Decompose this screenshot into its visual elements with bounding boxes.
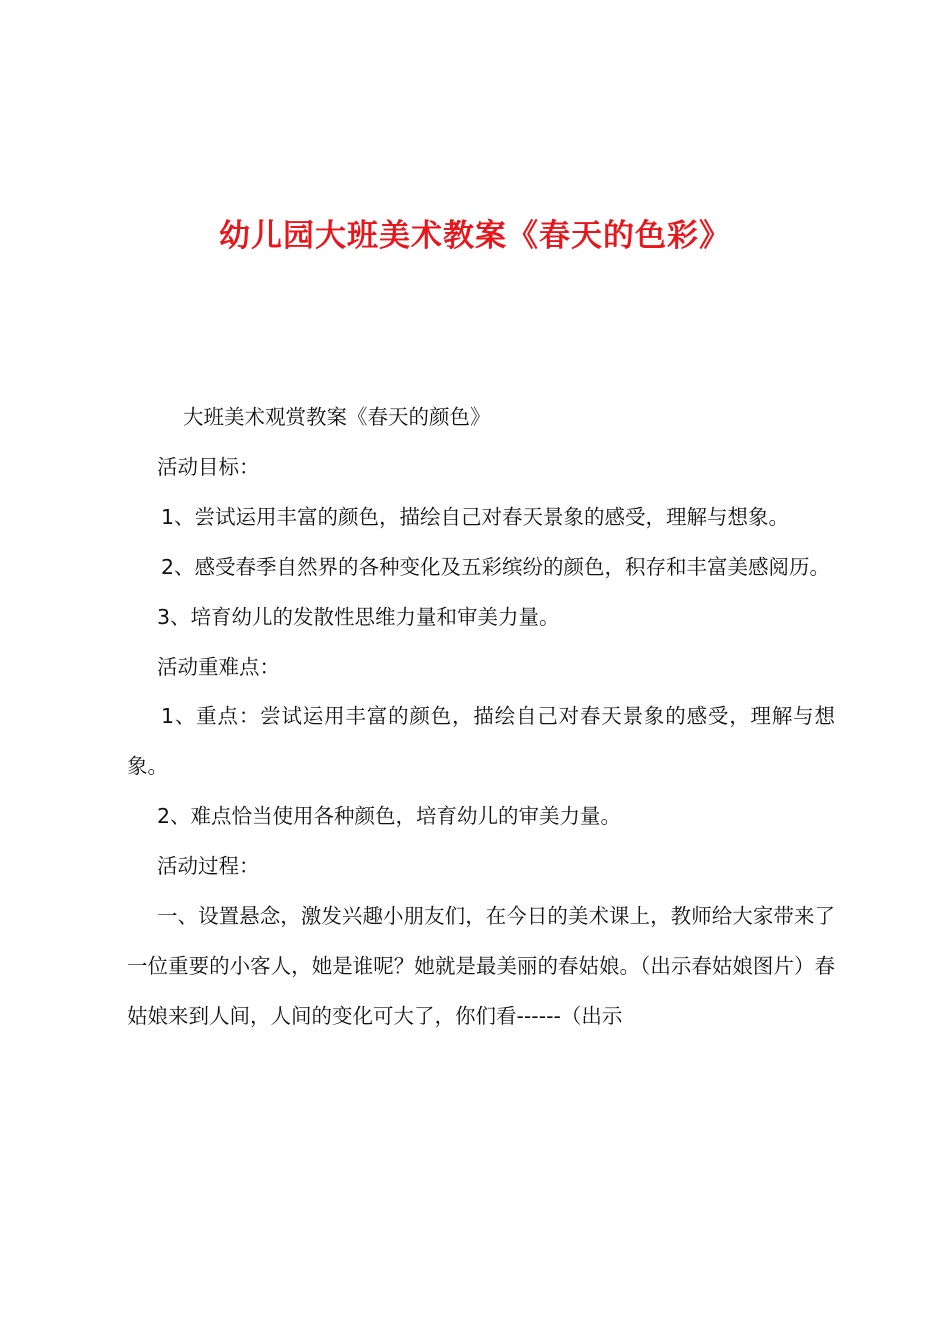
process-heading: 活动过程：: [157, 854, 260, 879]
goal-item-3: 3、培育幼儿的发散性思维力量和审美力量。: [157, 604, 560, 629]
document-title: 幼儿园大班美术教案《春天的色彩》: [219, 218, 731, 254]
subtitle: 大班美术观赏教案《春天的颜色》: [183, 405, 491, 429]
goals-heading: 活动目标：: [157, 454, 260, 479]
goal-item-2: 2、感受春季自然界的各种变化及五彩缤纷的颜色，积存和丰富美感阅历。: [161, 554, 831, 579]
key-point-item-2: 2、难点恰当使用各种颜色，培育幼儿的审美力量。: [157, 804, 622, 829]
document-body: [127, 393, 835, 1042]
process-paragraph-1: 一、设置悬念，激发兴趣小朋友们，在今日的美术课上，教师给大家带来了一位重要的小客人，她是谁呢？她就是最美丽的春姑娘。（出示春姑娘图片）春姑娘来到人间，人间的变化可大了，你们看------（出示: [127, 904, 835, 1028]
key-points-heading: 活动重难点：: [157, 654, 280, 679]
key-point-item-1: 1、重点：尝试运用丰富的颜色，描绘自己对春天景象的感受，理解与想象。: [127, 704, 835, 779]
goal-item-1: 1、尝试运用丰富的颜色，描绘自己对春天景象的感受，理解与想象。: [161, 504, 790, 529]
